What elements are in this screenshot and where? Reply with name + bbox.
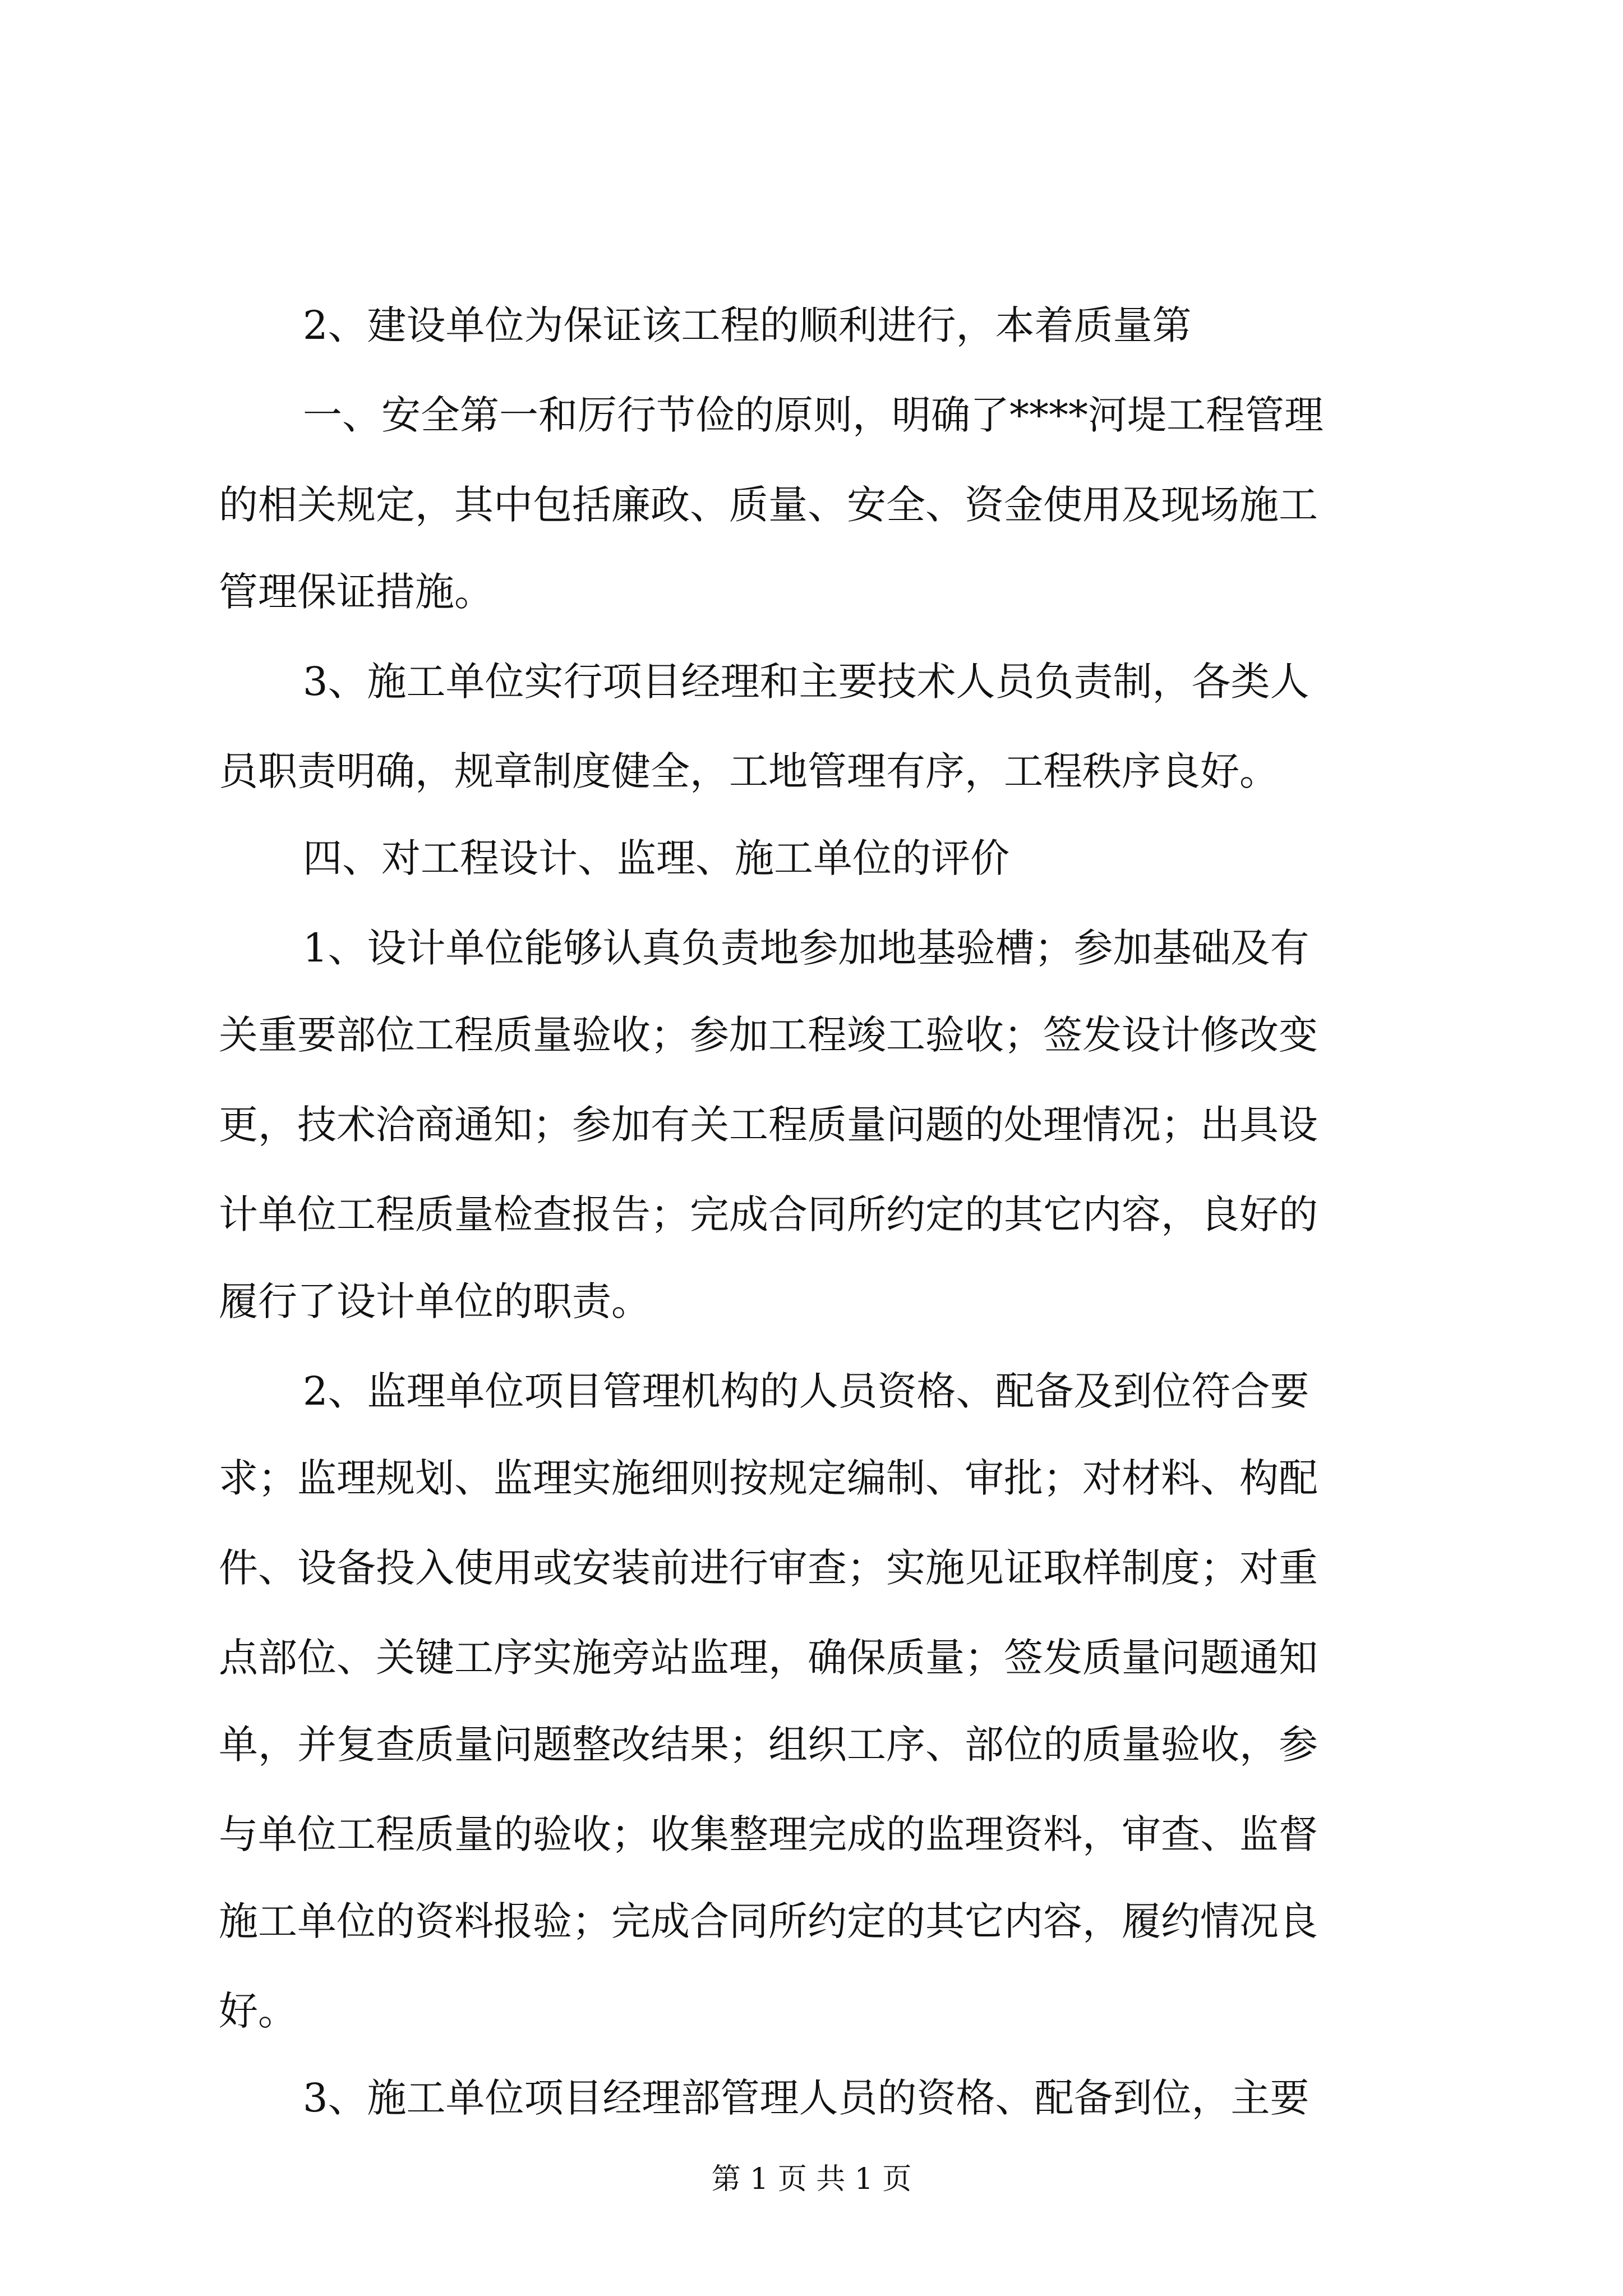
text-line: 施工单位的资料报验；完成合同所约定的其它内容，履约情况良 bbox=[219, 1898, 1318, 1944]
text-line: 好。 bbox=[219, 1988, 297, 2034]
text-line: 一、安全第一和厉行节俭的原则，明确了****河堤工程管理 bbox=[303, 392, 1324, 438]
text-line: 与单位工程质量的验收；收集整理完成的监理资料，审查、监督 bbox=[219, 1811, 1318, 1857]
text-line: 关重要部位工程质量验收；参加工程竣工验收；签发设计修改变 bbox=[219, 1012, 1318, 1058]
text-line: 计单位工程质量检查报告；完成合同所约定的其它内容，良好的 bbox=[219, 1191, 1318, 1237]
text-line: 2、建设单位为保证该工程的顺利进行，本着质量第 bbox=[303, 302, 1192, 348]
text-line: 管理保证措施。 bbox=[219, 569, 494, 615]
text-line: 点部位、关键工序实施旁站监理，确保质量；签发质量问题通知 bbox=[219, 1635, 1318, 1681]
text-line: 求；监理规划、监理实施细则按规定编制、审批；对材料、构配 bbox=[219, 1455, 1318, 1501]
text-line: 更，技术洽商通知；参加有关工程质量问题的处理情况；出具设 bbox=[219, 1102, 1318, 1148]
text-line: 3、施工单位实行项目经理和主要技术人员负责制，各类人 bbox=[303, 659, 1310, 705]
text-line: 单，并复查质量问题整改结果；组织工序、部位的质量验收，参 bbox=[219, 1722, 1318, 1768]
text-line: 1、设计单位能够认真负责地参加地基验槽；参加基础及有 bbox=[303, 925, 1310, 971]
text-line: 员职责明确，规章制度健全，工地管理有序，工程秩序良好。 bbox=[219, 748, 1279, 794]
page-number-footer: 第 1 页 共 1 页 bbox=[711, 2162, 912, 2196]
section-heading: 四、对工程设计、监理、施工单位的评价 bbox=[303, 835, 1009, 881]
text-line: 2、监理单位项目管理机构的人员资格、配备及到位符合要 bbox=[303, 1368, 1310, 1414]
text-line: 的相关规定，其中包括廉政、质量、安全、资金使用及现场施工 bbox=[219, 482, 1318, 528]
text-line: 件、设备投入使用或安装前进行审查；实施见证取样制度；对重 bbox=[219, 1545, 1318, 1591]
text-line: 履行了设计单位的职责。 bbox=[219, 1278, 651, 1324]
text-line: 3、施工单位项目经理部管理人员的资格、配备到位，主要 bbox=[303, 2075, 1310, 2121]
